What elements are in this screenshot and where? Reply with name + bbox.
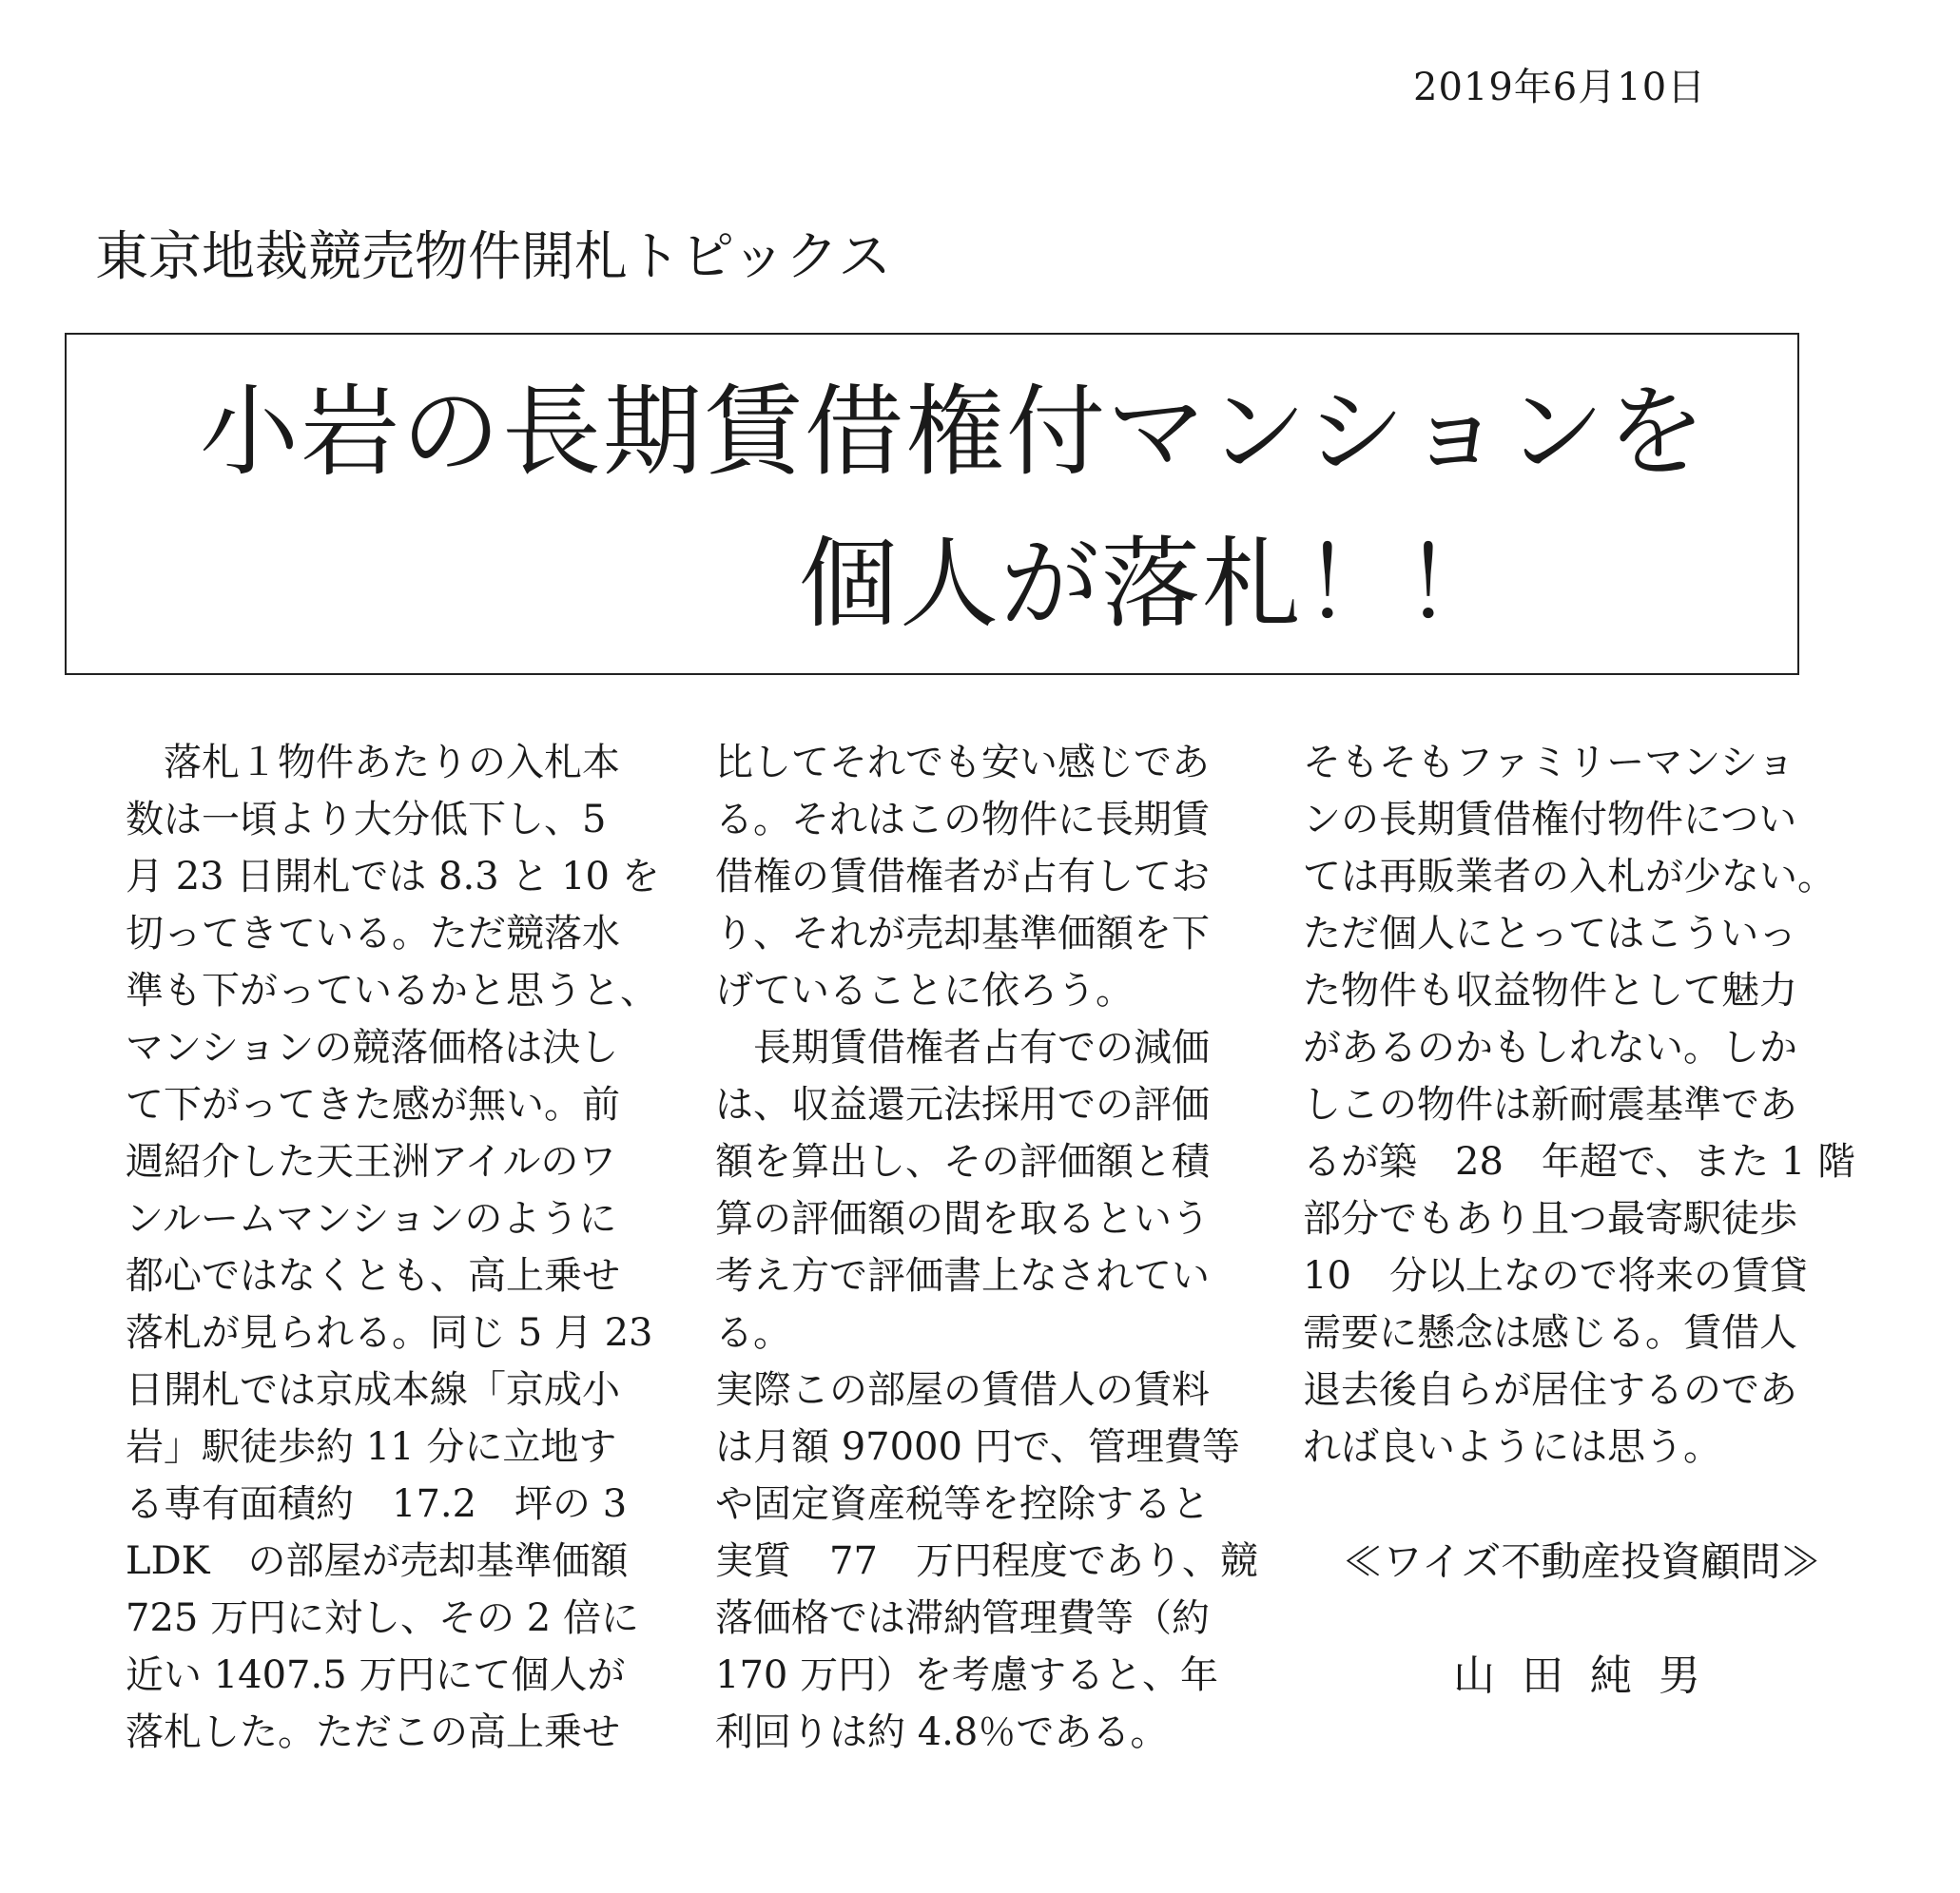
article-line: る。: [715, 1311, 791, 1355]
article-line: 需要に懸念は感じる。賃借人: [1303, 1311, 1797, 1355]
article-line: 月 23 日開札では 8.3 と 10 を: [126, 855, 660, 898]
article-line: は月額 97000 円で、管理費等: [715, 1425, 1240, 1469]
article-line: 比してそれでも安い感じであ: [715, 741, 1210, 784]
article-line: や固定資産税等を控除すると: [715, 1482, 1210, 1526]
article-line: ンルームマンションのように: [126, 1197, 617, 1241]
article-line: 退去後自らが居住するのであ: [1303, 1368, 1797, 1412]
article-line: 数は一頃より大分低下し、5: [126, 798, 607, 841]
article-line: は、収益還元法採用での評価: [715, 1083, 1210, 1127]
article-line: 170 万円）を考慮すると、年: [715, 1653, 1219, 1697]
article-line: 日開札では京成本線「京成小: [126, 1368, 620, 1412]
article-line: 岩」駅徒歩約 11 分に立地す: [126, 1425, 617, 1469]
article-line: 落札１物件あたりの入札本: [126, 741, 620, 784]
article-line: り、それが売却基準価額を下: [715, 912, 1210, 956]
author-name: 山田純男: [1453, 1652, 1727, 1700]
article-line: 算の評価額の間を取るという: [715, 1197, 1210, 1241]
article-line: 利回りは約 4.8％である。: [715, 1710, 1169, 1754]
article-line: 落札した。ただこの高上乗せ: [126, 1710, 620, 1754]
article-line: があるのかもしれない。しか: [1303, 1026, 1797, 1070]
headline-line-2: 個人が落札！！: [799, 526, 1505, 642]
article-line: 額を算出し、その評価額と積: [715, 1140, 1210, 1184]
article-line: 都心ではなくとも、高上乗せ: [126, 1254, 620, 1298]
article-line: マンションの競落価格は決し: [126, 1026, 619, 1070]
article-line: る。それはこの物件に長期賃: [715, 798, 1210, 841]
article-line: れば良いようには思う。: [1303, 1425, 1721, 1469]
article-line: 切ってきている。ただ競落水: [126, 912, 620, 956]
article-line: LDK の部屋が売却基準価額: [126, 1539, 629, 1583]
article-line: 考え方で評価書上なされてい: [715, 1254, 1210, 1298]
article-line: げていることに依ろう。: [715, 969, 1134, 1013]
article-line: 週紹介した天王洲アイルのワ: [126, 1140, 617, 1184]
article-line: しこの物件は新耐震基準であ: [1303, 1083, 1797, 1127]
article-line: 実質 77 万円程度であり、競: [715, 1539, 1258, 1583]
article-column-1: [126, 734, 660, 1761]
headline-box: [65, 333, 1799, 675]
article-column-2: [715, 734, 1258, 1761]
article-line: そもそもファミリーマンショ: [1303, 741, 1795, 784]
article-line: ンの長期賃借権付物件につい: [1303, 798, 1797, 841]
article-line: て下がってきた感が無い。前: [126, 1083, 620, 1127]
section-title: 東京地裁競売物件開札トピックス: [95, 226, 892, 288]
article-line: 落札が見られる。同じ 5 月 23: [126, 1311, 653, 1355]
publication-date: 2019年6月10日: [1413, 66, 1707, 109]
article-line: 長期賃借権者占有での減価: [715, 1026, 1210, 1070]
article-line: 近い 1407.5 万円にて個人が: [126, 1653, 626, 1697]
article-line: た物件も収益物件として魅力: [1303, 969, 1797, 1013]
article-line: 725 万円に対し、その 2 倍に: [126, 1596, 639, 1640]
article-column-3: [1303, 734, 1855, 1476]
article-line: 部分でもあり且つ最寄駅徒歩: [1303, 1197, 1797, 1241]
article-line: るが築 28 年超で、また 1 階: [1303, 1140, 1855, 1184]
article-line: 準も下がっているかと思うと、: [126, 969, 658, 1013]
article-line: 実際この部屋の賃借人の賃料: [715, 1368, 1210, 1412]
headline-line-1: 小岩の長期賃借権付マンションを: [200, 374, 1708, 490]
article-line: 10 分以上なので将来の賃貸: [1303, 1254, 1808, 1298]
article-line: 借権の賃借権者が占有してお: [715, 855, 1210, 898]
article-line: る専有面積約 17.2 坪の 3: [126, 1482, 628, 1526]
article-line: 落価格では滞納管理費等（約: [715, 1596, 1210, 1640]
company-name: ≪ワイズ不動産投資顧問≫: [1343, 1538, 1821, 1585]
article-line: ただ個人にとってはこういっ: [1303, 912, 1797, 956]
article-line: ては再販業者の入札が少ない。: [1303, 855, 1835, 898]
